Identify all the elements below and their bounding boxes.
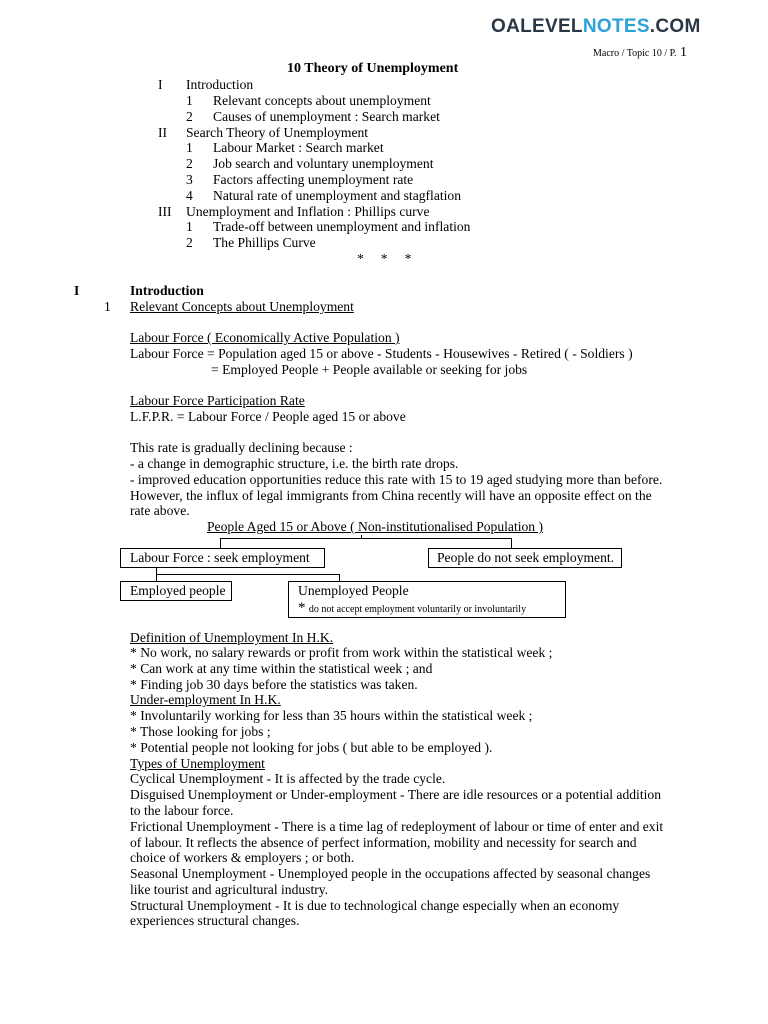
logo-text-1: OALEVEL: [491, 16, 583, 37]
labour-force-definition-2: = Employed People + People available or seeking for jobs: [211, 362, 528, 377]
definition-item: * Can work at any time within the statistical week ; and: [130, 661, 433, 676]
outline-item: Factors affecting unemployment rate: [213, 172, 414, 187]
types-line: to the labour force.: [130, 803, 234, 818]
underemployment-item: * Involuntarily working for less than 35 hours within the statistical week ;: [130, 708, 533, 723]
outline-num: III: [158, 204, 172, 219]
paragraph-line: - a change in demographic structure, i.e. the birth rate drops.: [130, 456, 459, 471]
connector-line: [220, 538, 221, 548]
types-heading: Types of Unemployment: [130, 756, 265, 771]
not-seeking-box: [428, 548, 622, 568]
underemployment-item: * Potential people not looking for jobs ( but able to be employed ).: [130, 740, 493, 755]
labour-force-definition: Labour Force = Population aged 15 or above - Students - Housewives - Retired ( - Soldiers ): [130, 346, 633, 361]
types-line: Cyclical Unemployment - It is affected by the trade cycle.: [130, 771, 446, 786]
employed-box-label: Employed people: [130, 583, 226, 598]
connector-line: [220, 538, 512, 539]
outline-item: Natural rate of unemployment and stagflation: [213, 188, 462, 203]
paragraph-line: rate above.: [130, 503, 190, 518]
outline-num: 2: [186, 109, 193, 124]
outline-num: 2: [186, 156, 193, 171]
note-star: *: [298, 600, 306, 616]
labour-force-box: [120, 548, 325, 568]
connector-line: [156, 574, 340, 575]
outline-num: 1: [186, 140, 193, 155]
types-line: experiences structural changes.: [130, 913, 300, 928]
definition-item: * Finding job 30 days before the statistics was taken.: [130, 677, 418, 692]
types-line: like tourist and agricultural industry.: [130, 882, 329, 897]
definition-item: * No work, no salary rewards or profit from work within the statistical week ;: [130, 645, 553, 660]
paragraph-line: This rate is gradually declining because :: [130, 440, 353, 455]
unemployed-box-note: [298, 600, 526, 618]
types-line: choice of workers & employers ; or both.: [130, 850, 355, 865]
outline-num: 2: [186, 235, 193, 250]
page-number: 1: [679, 45, 687, 60]
not-seeking-box-label: People do not seek employment.: [437, 550, 615, 565]
types-line: Frictional Unemployment - There is a time lag of redeployment of labour or time of enter and exit: [130, 819, 664, 834]
unemployed-box-label: Unemployed People: [298, 583, 409, 598]
outline-item: Relevant concepts about unemployment: [213, 93, 431, 108]
connector-line: [339, 574, 340, 581]
outline-item: Introduction: [186, 77, 254, 92]
outline-item: Job search and voluntary unemployment: [213, 156, 434, 171]
underemployment-item: * Those looking for jobs ;: [130, 724, 271, 739]
subsection-num: 1: [104, 299, 111, 314]
outline-item: Unemployment and Inflation : Phillips curve: [186, 204, 430, 219]
outline-item: Labour Market : Search market: [213, 140, 384, 155]
unemployed-box: [288, 581, 566, 618]
section-title: Introduction: [130, 283, 204, 298]
types-line: of labour. It reflects the absence of perfect information, mobility and necessity for search and: [130, 835, 637, 850]
diagram-root: People Aged 15 or Above ( Non-institutionalised Population ): [207, 519, 544, 534]
paragraph-line: However, the influx of legal immigrants from China recently will have an opposite effect on the: [130, 488, 652, 503]
outline-num: 4: [186, 188, 193, 203]
outline-num: 3: [186, 172, 193, 187]
page-reference-label: Macro / Topic 10 / P.: [593, 48, 677, 59]
outline-num: I: [158, 77, 163, 92]
connector-line: [511, 538, 512, 548]
types-line: Structural Unemployment - It is due to technological change especially when an economy: [130, 898, 620, 913]
definition-heading: Definition of Unemployment In H.K.: [130, 630, 334, 645]
employed-box: [120, 581, 232, 601]
outline-item: Search Theory of Unemployment: [186, 125, 369, 140]
outline-item: The Phillips Curve: [213, 235, 316, 250]
logo-text-2: NOTES: [582, 16, 650, 37]
outline-num: II: [158, 125, 168, 140]
note-text: do not accept employment voluntarily or involuntarily: [308, 604, 527, 615]
outline-num: 1: [186, 93, 193, 108]
outline-item: Causes of unemployment : Search market: [213, 109, 440, 124]
underemployment-heading: Under-employment In H.K.: [130, 692, 281, 707]
lfpr-heading: Labour Force Participation Rate: [130, 393, 305, 408]
site-logo: [491, 16, 701, 38]
labour-force-box-label: Labour Force : seek employment: [130, 550, 310, 565]
types-line: Disguised Unemployment or Under-employment - There are idle resources or a potential addition: [130, 787, 661, 802]
paragraph-line: - improved education opportunities reduce this rate with 15 to 19 aged studying more than before.: [130, 472, 663, 487]
outline-item: Trade-off between unemployment and inflation: [213, 219, 471, 234]
types-line: Seasonal Unemployment - Unemployed people in the occupations affected by seasonal changes: [130, 866, 651, 881]
logo-text-3: .COM: [649, 16, 701, 37]
labour-force-heading: Labour Force ( Economically Active Population ): [130, 330, 400, 345]
page-title: 10 Theory of Unemployment: [287, 61, 459, 76]
subsection-title: Relevant Concepts about Unemployment: [130, 299, 354, 314]
lfpr-formula: L.F.P.R. = Labour Force / People aged 15 or above: [130, 409, 406, 424]
section-num: I: [74, 283, 80, 298]
section-separator: * * *: [357, 251, 412, 266]
outline-num: 1: [186, 219, 193, 234]
connector-line: [156, 574, 157, 581]
page-reference: [593, 44, 687, 62]
